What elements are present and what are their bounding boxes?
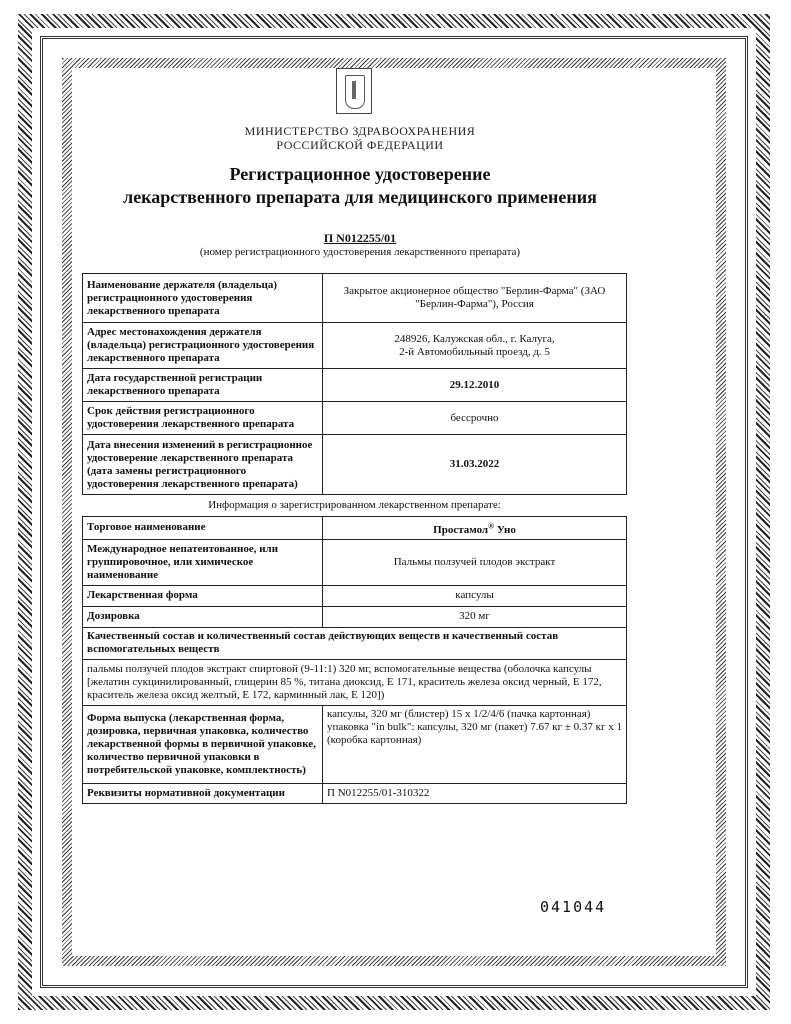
release-form-label: Форма выпуска (лекарственная форма, дозировка, первичная упаковка, количество лекарственной формы в первичной упаковке, количество первичной упаковки в потребительской упаковке, комплектность) (83, 705, 323, 783)
table-row (83, 659, 627, 705)
normative-doc-value: П N012255/01-310322 (323, 783, 627, 803)
table-row (83, 606, 627, 627)
release-form-value-1: капсулы, 320 мг (блистер) 15 x 1/2/4/6 (пачка картонная) (327, 707, 591, 720)
document-title-line2: лекарственного препарата для медицинского применения (123, 187, 597, 207)
address-line1: 248926, Калужская обл., г. Калуга, (394, 332, 555, 345)
release-form-value (323, 705, 627, 783)
trade-name-value (323, 517, 627, 540)
registration-date-label: Дата государственной регистрации лекарственного препарата (83, 369, 323, 402)
address-label: Адрес местонахождения держателя (владельца) регистрационного удостоверения лекарственного препарата (83, 323, 323, 369)
table-row (83, 435, 627, 495)
table-row (83, 627, 627, 659)
inn-value: Пальмы ползучей плодов экстракт (323, 539, 627, 585)
changes-date-value: 31.03.2022 (449, 458, 500, 470)
dosage-label: Дозировка (83, 606, 323, 627)
registration-number: П N012255/01 (323, 231, 397, 245)
ministry-name-line1: МИНИСТЕРСТВО ЗДРАВООХРАНЕНИЯ (244, 124, 476, 138)
holder-value: Закрытое акционерное общество "Берлин-Фарма" (ЗАО "Берлин-Фарма"), Россия (323, 274, 627, 323)
address-value (323, 323, 627, 369)
trade-name: Простамол (433, 523, 489, 536)
table-row (83, 517, 627, 540)
table-row (83, 539, 627, 585)
ministry-name-line2: РОССИЙСКОЙ ФЕДЕРАЦИИ (276, 138, 444, 152)
composition-label: Качественный состав и количественный состав действующих веществ и качественный состав вспомогательных веществ (83, 627, 627, 659)
holder-label: Наименование держателя (владельца) регистрационного удостоверения лекарственного препарата (83, 274, 323, 323)
coat-of-arms-icon (336, 68, 372, 114)
trade-name-suffix: Уно (494, 523, 516, 536)
inn-label: Международное непатентованное, или группировочное, или химическое наименование (83, 539, 323, 585)
composition-value: пальмы ползучей плодов экстракт спиртовой (9-11:1) 320 мг, вспомогательные вещества (оболочка капсулы [желатин сукцинилированный, глицерин 85 %, титана диоксид, Е 171, краситель железа оксид черный, Е 172, краситель железа оксид желтый, Е 172, карминный лак, Е 120]) (83, 659, 627, 705)
release-form-value-2: упаковка "in bulk": капсулы, 320 мг (пакет) 7.67 кг ± 0.37 кг x 1 (коробка картонная) (327, 720, 622, 746)
registration-number-caption: (номер регистрационного удостоверения лекарственного препарата) (199, 246, 521, 258)
table-row (83, 585, 627, 606)
dosage-form-label: Лекарственная форма (83, 585, 323, 606)
table-row (83, 369, 627, 402)
normative-doc-label: Реквизиты нормативной документации (83, 783, 323, 803)
address-line2: 2-й Автомобильный проезд, д. 5 (399, 345, 550, 358)
table-row (83, 495, 627, 517)
validity-value: бессрочно (323, 402, 627, 435)
table-row (83, 705, 627, 783)
dosage-form-value: капсулы (323, 585, 627, 606)
registration-date-value: 29.12.2010 (449, 378, 500, 391)
changes-date-label: Дата внесения изменений в регистрационное удостоверение лекарственного препарата (дата замены регистрационного удостоверения лекарственного препарата) (83, 435, 323, 495)
registered-mark: ® (488, 521, 495, 530)
table-row (83, 783, 627, 803)
product-info-heading: Информация о зарегистрированном лекарственном препарате: (83, 495, 627, 517)
certificate-table (82, 273, 627, 804)
table-row (83, 274, 627, 323)
table-row (83, 323, 627, 369)
table-row (83, 402, 627, 435)
validity-label: Срок действия регистрационного удостоверения лекарственного препарата (83, 402, 323, 435)
trade-name-label: Торговое наименование (83, 517, 323, 540)
document-title-line1: Регистрационное удостоверение (229, 164, 491, 184)
blank-serial-number: 041044 (540, 898, 607, 916)
dosage-value: 320 мг (323, 606, 627, 627)
